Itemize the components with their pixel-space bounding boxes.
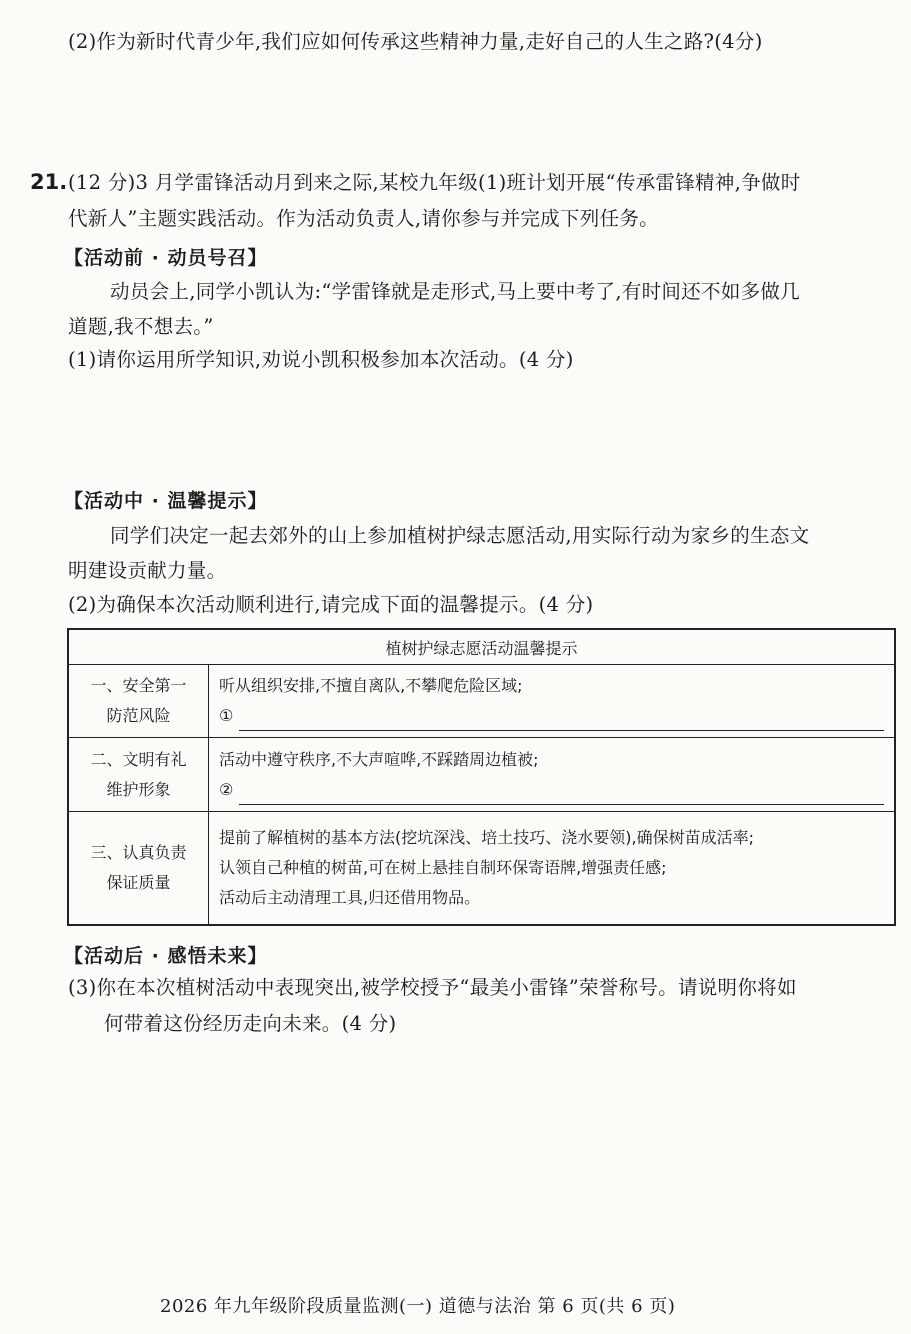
question-number: 21. <box>30 170 68 194</box>
row-text: 提前了解植树的基本方法(挖坑深浅、培土技巧、浇水要领),确保树苗成活率; <box>219 828 754 847</box>
table-row <box>68 665 895 738</box>
question-intro-line2: 代新人”主题实践活动。作为活动负责人,请你参与并完成下列任务。 <box>68 207 659 230</box>
row-content <box>209 665 896 738</box>
row-label-line2: 维护形象 <box>106 779 171 799</box>
question-21-2: (2)为确保本次活动顺利进行,请完成下面的温馨提示。(4 分) <box>68 593 594 616</box>
section-heading-before: 【活动前 · 动员号召】 <box>64 247 268 269</box>
table-row <box>68 812 895 926</box>
answer-blank-1[interactable] <box>219 701 884 731</box>
question-21-3-line2: 何带着这份经历走向未来。(4 分) <box>104 1012 397 1035</box>
page-footer: 2026 年九年级阶段质量监测(一) 道德与法治 第 6 页(共 6 页) <box>160 1296 676 1317</box>
blank-line[interactable] <box>239 708 884 731</box>
row-content <box>209 738 896 812</box>
section-heading-after: 【活动后 · 感悟未来】 <box>64 945 268 967</box>
row-label <box>68 812 209 926</box>
section2-paragraph-line2: 明建设贡献力量。 <box>68 559 227 582</box>
row-label-line2: 防范风险 <box>106 706 171 725</box>
row-content <box>209 812 896 926</box>
section1-paragraph-line2: 道题,我不想去。” <box>68 315 214 338</box>
blank-marker: ① <box>219 706 234 725</box>
table-row <box>68 738 895 812</box>
row-label-line2: 保证质量 <box>106 873 171 892</box>
blank-marker: ② <box>219 779 234 799</box>
section-heading-during: 【活动中 · 温馨提示】 <box>64 490 268 512</box>
question-20-2: (2)作为新时代青少年,我们应如何传承这些精神力量,走好自己的人生之路?(4分) <box>68 30 763 53</box>
row-text: 活动后主动清理工具,归还借用物品。 <box>219 888 481 907</box>
question-intro-line1: (12 分)3 月学雷锋活动月到来之际,某校九年级(1)班计划开展“传承雷锋精神,争做时 <box>68 171 801 194</box>
section2-paragraph-line1: 同学们决定一起去郊外的山上参加植树护绿志愿活动,用实际行动为家乡的生态文 <box>110 524 810 547</box>
answer-blank-2[interactable] <box>219 775 884 805</box>
row-label-line1: 二、文明有礼 <box>90 749 187 769</box>
section1-paragraph-line1: 动员会上,同学小凯认为:“学雷锋就是走形式,马上要中考了,有时间还不如多做几 <box>110 280 801 303</box>
row-text: 听从组织安排,不擅自离队,不攀爬危险区域; <box>219 676 523 695</box>
row-label-line1: 三、认真负责 <box>90 843 187 862</box>
row-label-line1: 一、安全第一 <box>90 676 187 695</box>
blank-line[interactable] <box>239 782 884 805</box>
question-21-3-line1: (3)你在本次植树活动中表现突出,被学校授予“最美小雷锋”荣誉称号。请说明你将如 <box>68 976 797 999</box>
tips-table <box>67 628 896 926</box>
row-text: 活动中遵守秩序,不大声喧哗,不踩踏周边植被; <box>219 749 539 769</box>
table-caption: 植树护绿志愿活动温馨提示 <box>68 629 895 665</box>
row-text: 认领自己种植的树苗,可在树上悬挂自制环保寄语牌,增强责任感; <box>219 858 667 877</box>
row-label <box>68 738 209 812</box>
row-label <box>68 665 209 738</box>
question-21-1: (1)请你运用所学知识,劝说小凯积极参加本次活动。(4 分) <box>68 348 574 371</box>
